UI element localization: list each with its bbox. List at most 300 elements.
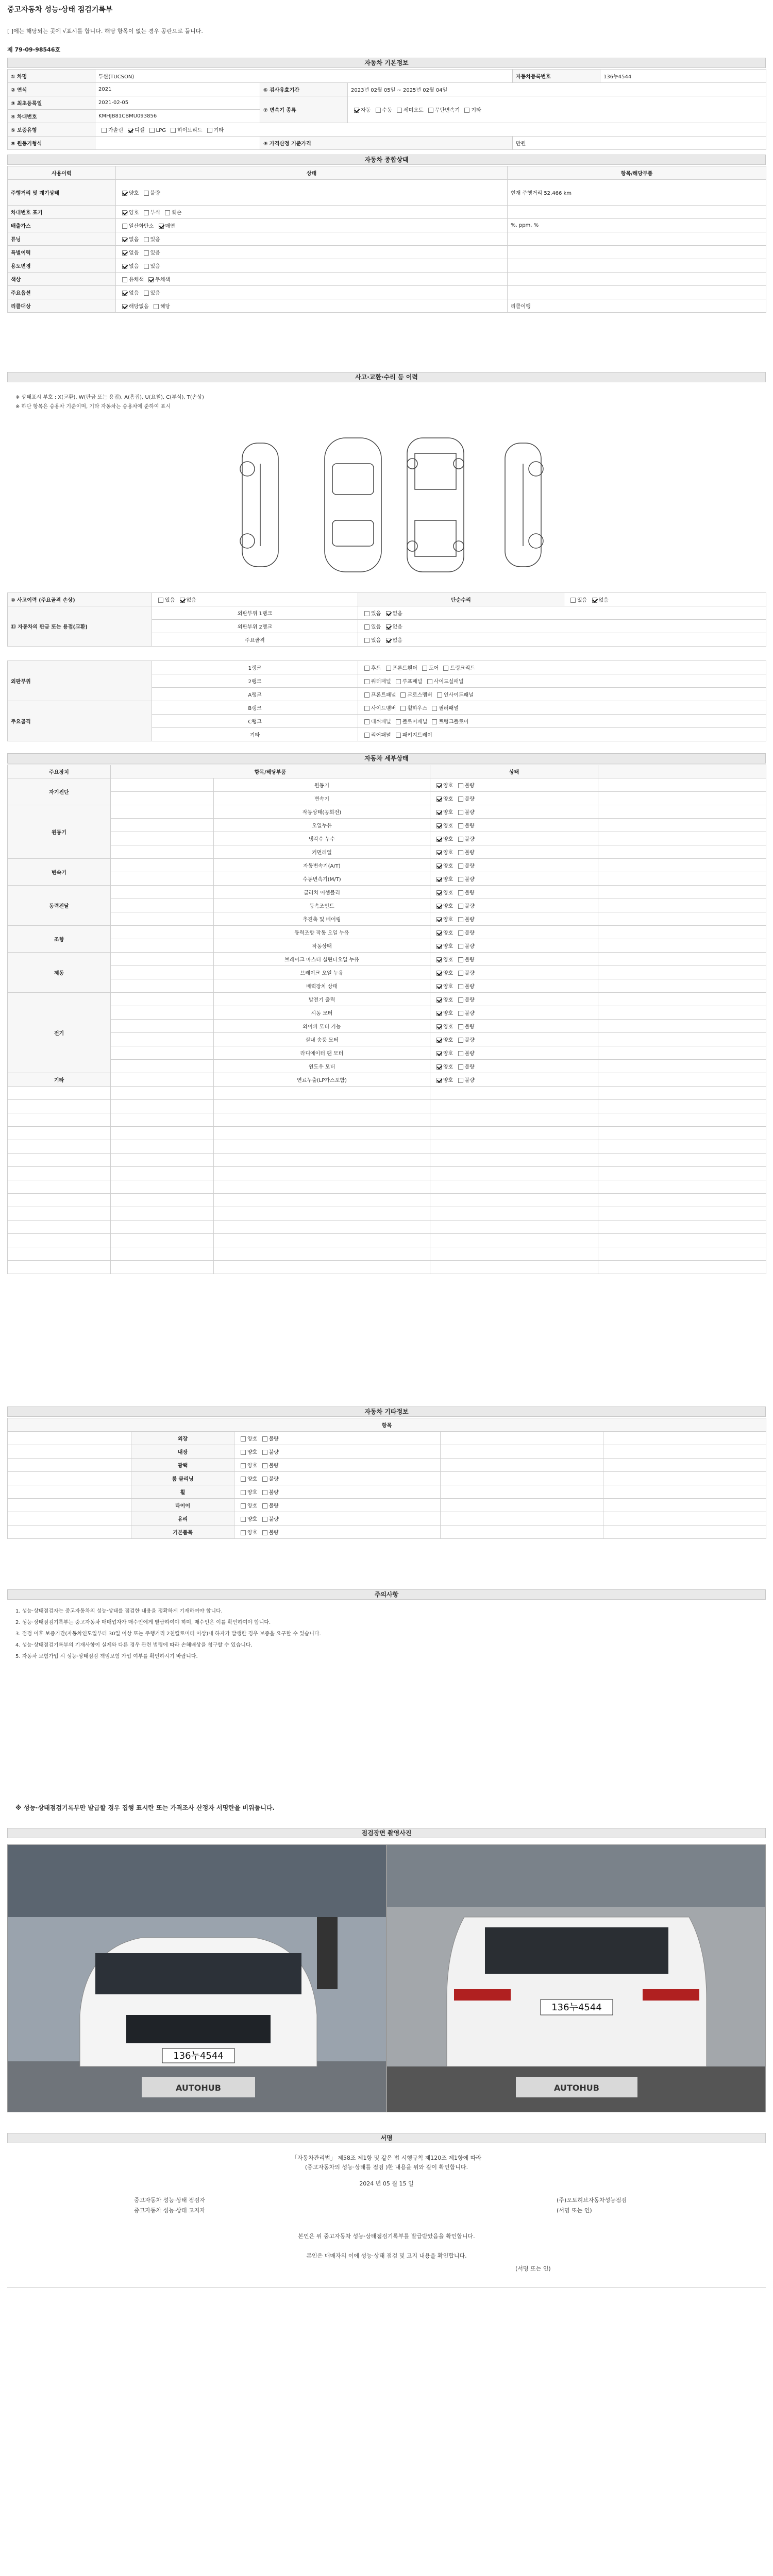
checkbox-icon (364, 679, 369, 684)
overall-row-state: 무채색 (155, 277, 171, 283)
overall-head-extra: 항목/해당부품 (508, 166, 766, 180)
checkbox-icon (122, 264, 127, 269)
overall-row-state: 양호 (129, 191, 139, 196)
detail-row: 커먼레일 양호 불량 (8, 845, 766, 859)
seller-sign: (서명 또는 인) (557, 2207, 592, 2214)
detail-item-name: 라디에이터 팬 모터 (214, 1046, 430, 1060)
document-number: 제 79-09-98546호 (7, 46, 61, 53)
detail-row (8, 1207, 766, 1221)
checkbox-icon (458, 1051, 463, 1056)
checkbox-icon (122, 250, 127, 256)
detail-state-good: 양호 (443, 930, 453, 936)
checkbox-icon (436, 917, 442, 922)
checkbox-icon (458, 823, 463, 828)
overall-state-table (7, 166, 766, 313)
checkbox-icon (458, 783, 463, 788)
checkbox-icon (262, 1436, 267, 1442)
detail-item-name: 연료누출(LP가스포함) (214, 1073, 430, 1087)
simple-repair-label: 단순수리 (358, 593, 564, 606)
checkbox-icon (428, 108, 433, 113)
section-accident-history: 사고·교환·수리 등 이력 (7, 372, 766, 382)
detail-row (8, 1140, 766, 1154)
checkbox-icon (436, 1051, 442, 1056)
car-diagram (227, 433, 557, 577)
caution-notes (15, 1607, 758, 1664)
overall-row-label: 배출가스 (8, 219, 116, 232)
first-reg-value: 2021-02-05 (95, 96, 260, 110)
checkbox-icon (458, 930, 463, 936)
checkbox-icon (122, 191, 127, 196)
checkbox-icon (443, 666, 448, 671)
checkbox-icon (241, 1503, 246, 1509)
checkbox-icon (396, 679, 401, 684)
checkbox-icon (432, 719, 437, 724)
checkbox-icon (262, 1517, 267, 1522)
checkbox-icon (436, 837, 442, 842)
motor-label: ⑧ 원동기형식 (8, 137, 95, 150)
checkbox-icon (262, 1477, 267, 1482)
other-row: 타이어 양호 불량 (8, 1499, 766, 1512)
checkbox-icon (436, 1038, 442, 1043)
accident-legend: ※ 상태표시 부호 : X(교환), W(판금 또는 용접), A(흠집), U(요철), C(부식), T(손상) (15, 395, 204, 400)
overall-row: 주행거리 및 계기상태 양호 불량 현재 주행거리 52,466 km (8, 180, 766, 206)
other-row: 외장 양호 불량 (8, 1432, 766, 1445)
detail-item-name: 배력장치 상태 (214, 979, 430, 993)
section-overall-state: 자동차 종합상태 (7, 155, 766, 165)
bottom-rule (7, 2287, 766, 2288)
other-row-label: 내장 (131, 1445, 234, 1459)
notice-text: [ ]에는 해당되는 곳에 √표시를 합니다. 해당 항목이 없는 경우 공란으로 둡니다. (7, 28, 203, 35)
checkbox-icon (436, 783, 442, 788)
checkbox-icon (122, 224, 127, 229)
other-row-label: 유리 (131, 1512, 234, 1526)
detail-row: 동력전달 클러치 어셈블리 양호 불량 (8, 886, 766, 899)
other-row-label: 룸 클리닝 (131, 1472, 234, 1485)
checkbox-icon (386, 666, 391, 671)
checkbox-icon (458, 917, 463, 922)
detail-row: 오일누유 양호 불량 (8, 819, 766, 832)
detail-row: 변속기 자동변속기(A/T) 양호 불량 (8, 859, 766, 872)
rear-photo (386, 1844, 766, 2112)
car-name-label: ① 차명 (8, 70, 95, 83)
overall-head-state: 상태 (116, 166, 508, 180)
checkbox-icon (148, 277, 154, 282)
checkbox-icon (241, 1477, 246, 1482)
checkbox-icon (436, 877, 442, 882)
overall-row-extra: 현재 주행거리 52,466 km (508, 180, 766, 206)
rear-plate-text: 136누4544 (551, 2002, 602, 2013)
detail-row: 와이퍼 모터 기능 양호 불량 (8, 1020, 766, 1033)
detail-row (8, 1167, 766, 1180)
detail-item-name: 윈도우 모터 (214, 1060, 430, 1073)
detail-item-name: 작동상태 (214, 939, 430, 953)
trans-label: ⑦ 변속기 종류 (260, 96, 348, 123)
front-plate-text: 136누4544 (173, 2050, 224, 2061)
checkbox-icon (241, 1490, 246, 1495)
checkbox-icon (458, 877, 463, 882)
detail-row: 작동상태 양호 불량 (8, 939, 766, 953)
vin-value: KMHJB81CBMU093856 (95, 110, 260, 123)
detail-group-name: 변속기 (8, 859, 111, 886)
checkbox-icon (436, 796, 442, 802)
checkbox-icon (396, 719, 401, 724)
valid-value: 2023년 02월 05일 ~ 2025년 02월 04일 (348, 83, 766, 96)
detail-row: 수동변속기(M/T) 양호 불량 (8, 872, 766, 886)
checkbox-icon (436, 1078, 442, 1083)
other-row: 내장 양호 불량 (8, 1445, 766, 1459)
detail-item-name: 추진축 및 베어링 (214, 912, 430, 926)
accident-table: ⑩ 사고이력 (주요골격 손상) 있음 없음 단순수리 있음 없음 ⑪ 자동차의 판금 또는 용접(교환) 외판부위 1랭크 있음 없음 외판부위 2랭크 있음 없음 주요골격 있음 없음 (7, 592, 766, 647)
detail-head-item: 항목/해당부품 (111, 765, 430, 778)
checkbox-icon (149, 128, 155, 133)
checkbox-icon (432, 706, 437, 711)
detail-row: 조향 동력조향 작동 오일 누유 양호 불량 (8, 926, 766, 939)
detail-item-name: 발전기 출력 (214, 993, 430, 1006)
detail-row (8, 1100, 766, 1113)
checkbox-icon (592, 598, 597, 603)
checkbox-icon (262, 1463, 267, 1468)
detail-row: 기타 연료누출(LP가스포함) 양호 불량 (8, 1073, 766, 1087)
basic-info-table (7, 69, 766, 150)
overall-row-state: 없음 (129, 250, 139, 256)
inspector-label: 중고자동차 성능·상태 점검자 (134, 2197, 206, 2204)
detail-row: 추진축 및 베어링 양호 불량 (8, 912, 766, 926)
checkbox-icon (386, 611, 391, 616)
checkbox-icon (436, 1064, 442, 1070)
section-photos: 점검장면 촬영사진 (7, 1828, 766, 1838)
detail-state-good: 양호 (443, 1078, 453, 1083)
section-caution: 주의사항 (7, 1589, 766, 1600)
other-row: 기본품목 양호 불량 (8, 1526, 766, 1539)
checkbox-icon (458, 904, 463, 909)
year-label: ② 연식 (8, 83, 95, 96)
other-row: 광택 양호 불량 (8, 1459, 766, 1472)
detail-item-name: 원동기 (214, 778, 430, 792)
sign-line2: (중고자동차의 성능·상태를 점검 )한 내용을 위와 같이 확인합니다. (305, 2164, 468, 2171)
overall-row-extra: %, ppm, % (508, 219, 766, 232)
checkbox-icon (436, 863, 442, 869)
reg-no-label: 자동차등록번호 (513, 70, 600, 83)
detail-state-good: 양호 (443, 957, 453, 963)
car-top-outline (325, 438, 381, 572)
simple-repair-value: 없음 (598, 598, 609, 603)
vin-label: ④ 차대번호 (8, 110, 95, 123)
checkbox-icon (364, 719, 369, 724)
overall-row-state: 일산화탄소 (129, 224, 154, 229)
overall-row-label: 용도변경 (8, 259, 116, 273)
detail-state-good: 양호 (443, 863, 453, 869)
section-basic-info: 자동차 기본정보 (7, 58, 766, 68)
overall-row-label: 차대번호 표기 (8, 206, 116, 219)
detail-row: 브레이크 오일 누유 양호 불량 (8, 966, 766, 979)
checkbox-icon (241, 1530, 246, 1535)
checkbox-icon (436, 890, 442, 895)
checkbox-icon (458, 997, 463, 1003)
checkbox-icon (122, 304, 127, 309)
checkbox-icon (436, 984, 442, 989)
detail-row (8, 1087, 766, 1100)
motor-value (95, 137, 260, 150)
checkbox-icon (436, 904, 442, 909)
checkbox-icon (570, 598, 576, 603)
detail-row: 냉각수 누수 양호 불량 (8, 832, 766, 845)
receiver-sign: (서명 또는 인) (515, 2265, 551, 2272)
detail-row: 원동기 작동상태(공회전) 양호 불량 (8, 805, 766, 819)
overall-row: 특별이력 없음 있음 (8, 246, 766, 259)
receiver-note-2: 본인은 매매자의 이에 성능·상태 점검 및 고지 내용을 확인합니다. (306, 2252, 467, 2259)
other-row-label: 광택 (131, 1459, 234, 1472)
checkbox-icon (159, 224, 164, 229)
detail-item-name: 커먼레일 (214, 845, 430, 859)
detail-row: 시동 모터 양호 불량 (8, 1006, 766, 1020)
checkbox-icon (376, 108, 381, 113)
checkbox-icon (207, 128, 212, 133)
checkbox-icon (158, 598, 163, 603)
year-value: 2021 (95, 83, 260, 96)
detail-row (8, 1127, 766, 1140)
other-row: 휠 양호 불량 (8, 1485, 766, 1499)
accident-history-value: 없음 (186, 598, 196, 603)
detail-item-name: 작동상태(공회전) (214, 805, 430, 819)
seller-label: 중고자동차 성능·상태 고지자 (134, 2207, 206, 2214)
checkbox-icon (144, 250, 149, 256)
checkbox-icon (364, 666, 369, 671)
checkbox-icon (458, 957, 463, 962)
checkbox-icon (436, 1011, 442, 1016)
checkbox-icon (458, 1078, 463, 1083)
overall-row-label: 튜닝 (8, 232, 116, 246)
overall-head-item: 사용이력 (8, 166, 116, 180)
detail-item-name: 브레이크 오일 누유 (214, 966, 430, 979)
checkbox-icon (122, 277, 127, 282)
other-row-label: 외장 (131, 1432, 234, 1445)
checkbox-icon (386, 624, 391, 630)
valid-label: ⑥ 검사유효기간 (260, 83, 348, 96)
detail-state-good: 양호 (443, 1011, 453, 1016)
front-banner-text: AUTOHUB (176, 2083, 221, 2093)
detail-item-name: 수동변속기(M/T) (214, 872, 430, 886)
overall-row: 튜닝 없음 있음 (8, 232, 766, 246)
detail-state-good: 양호 (443, 837, 453, 842)
checkbox-icon (458, 944, 463, 949)
detail-state-good: 양호 (443, 1038, 453, 1043)
checkbox-icon (241, 1436, 246, 1442)
checkbox-icon (396, 733, 401, 738)
detail-row: 실내 송풍 모터 양호 불량 (8, 1033, 766, 1046)
detail-item-name: 자동변속기(A/T) (214, 859, 430, 872)
checkbox-icon (464, 108, 469, 113)
detail-state-good: 양호 (443, 984, 453, 990)
checkbox-icon (154, 304, 159, 309)
overall-row: 배출가스 일산화탄소 매연 %, ppm, % (8, 219, 766, 232)
checkbox-icon (400, 706, 406, 711)
checkbox-icon (241, 1517, 246, 1522)
checkbox-icon (458, 890, 463, 895)
detail-row: 전기 발전기 출력 양호 불량 (8, 993, 766, 1006)
detail-row (8, 1180, 766, 1194)
price-value: 만원 (513, 137, 766, 150)
document-title: 중고자동차 성능·상태 점검기록부 (7, 6, 113, 14)
detail-item-name: 시동 모터 (214, 1006, 430, 1020)
detail-state-good: 양호 (443, 917, 453, 923)
other-head: 항목 (8, 1418, 766, 1432)
checkbox-icon (458, 971, 463, 976)
overall-row: 색상 유채색 무채색 (8, 273, 766, 286)
detail-row: 배력장치 상태 양호 불량 (8, 979, 766, 993)
checkbox-icon (436, 997, 442, 1003)
warranty-options: 가솔린 디젤 LPG 하이브리드 기타 (95, 123, 766, 137)
detail-state-good: 양호 (443, 1051, 453, 1057)
accident-legend-2: ※ 하단 항목은 승용차 기준이며, 기타 자동차는 승용차에 준하여 표시 (15, 404, 171, 410)
other-info-table (7, 1418, 766, 1539)
warranty-label: ⑤ 보증유형 (8, 123, 95, 137)
detail-row: 등속조인트 양호 불량 (8, 899, 766, 912)
caution-note: 2. 성능·상태점검기록부는 중고자동차 매매업자가 매수인에게 발급하여야 하며, 매수인은 이를 확인하여야 합니다. (15, 1620, 271, 1625)
checkbox-icon (436, 850, 442, 855)
detail-head-main: 주요장치 (8, 765, 111, 778)
other-row: 룸 클리닝 양호 불량 (8, 1472, 766, 1485)
overall-row-state: 없음 (129, 291, 139, 296)
overall-row-label: 색상 (8, 273, 116, 286)
detail-state-good: 양호 (443, 971, 453, 976)
detail-row: 제동 브레이크 마스터 실린더오일 누유 양호 불량 (8, 953, 766, 966)
checkbox-icon (144, 191, 149, 196)
detail-head-state: 상태 (430, 765, 598, 778)
frame-damage-table: 외판부위 1랭크 후드 프론트휀더 도어 트렁크리드 2랭크 쿼터패널 루프패널 사이드실패널 A랭크 프론트패널 크로스멤버 인사이드패널 주요골격 B랭크 사이드멤버 휠하우스 필러패널 C랭크 대쉬패널 플로어패널 트렁크플로어 기타 리어패널 패키지트레이 (7, 660, 766, 741)
detail-row (8, 1247, 766, 1261)
other-row-label: 휠 (131, 1485, 234, 1499)
detail-row (8, 1113, 766, 1127)
checkbox-icon (436, 823, 442, 828)
detail-item-name: 동력조향 작동 오일 누유 (214, 926, 430, 939)
checkbox-icon (364, 638, 369, 643)
other-row: 유리 양호 불량 (8, 1512, 766, 1526)
checkbox-icon (436, 944, 442, 949)
checkbox-icon (437, 692, 442, 698)
checkbox-icon (458, 810, 463, 815)
checkbox-icon (262, 1450, 267, 1455)
front-photo (7, 1844, 386, 2112)
detail-group-name: 원동기 (8, 805, 111, 859)
trans-options: 자동 수동 세미오토 무단변속기 기타 (348, 96, 766, 123)
section-sign: 서명 (7, 2133, 766, 2143)
checkbox-icon (458, 850, 463, 855)
section-detail-state: 자동차 세부상태 (7, 753, 766, 764)
caution-note: 1. 성능·상태점검자는 중고자동차의 성능·상태를 점검한 내용을 정확하게 기재하여야 합니다. (15, 1608, 223, 1614)
checkbox-icon (436, 1024, 442, 1029)
other-row-label: 기본품목 (131, 1526, 234, 1539)
detail-item-name: 와이퍼 모터 기능 (214, 1020, 430, 1033)
checkbox-icon (436, 810, 442, 815)
checkbox-icon (262, 1530, 267, 1535)
detail-state-good: 양호 (443, 1024, 453, 1030)
checkbox-icon (436, 971, 442, 976)
checkbox-icon (386, 638, 391, 643)
checkbox-icon (364, 733, 369, 738)
detail-item-name: 클러치 어셈블리 (214, 886, 430, 899)
sign-line1: 「자동차관리법」 제58조 제1항 및 같은 법 시행규칙 제120조 제1항에 따라 (291, 2155, 482, 2161)
overall-row-label: 특별이력 (8, 246, 116, 259)
detail-row (8, 1234, 766, 1247)
checkbox-icon (364, 611, 369, 616)
checkbox-icon (144, 210, 149, 215)
detail-row (8, 1221, 766, 1234)
checkbox-icon (241, 1463, 246, 1468)
detail-item-name: 등속조인트 (214, 899, 430, 912)
detail-row (8, 1261, 766, 1274)
detail-state-good: 양호 (443, 890, 453, 896)
car-name-value: 투싼(TUCSON) (95, 70, 513, 83)
caution-note: 4. 성능·상태점검기록부의 기재사항이 실제와 다른 경우 관련 법령에 따라 손해배상을 청구할 수 있습니다. (15, 1642, 253, 1648)
detail-state-good: 양호 (443, 783, 453, 789)
detail-row (8, 1154, 766, 1167)
checkbox-icon (144, 264, 149, 269)
other-row-label: 타이어 (131, 1499, 234, 1512)
detail-group-name: 조향 (8, 926, 111, 953)
checkbox-icon (436, 930, 442, 936)
overall-row-label: 리콜대상 (8, 299, 116, 313)
checkbox-icon (262, 1490, 267, 1495)
checkbox-icon (165, 210, 170, 215)
checkbox-icon (458, 984, 463, 989)
price-label: ⑨ 가격산정 기준가격 (260, 137, 513, 150)
overall-row-label: 주행거리 및 계기상태 (8, 180, 116, 206)
detail-item-name: 실내 송풍 모터 (214, 1033, 430, 1046)
detail-item-name: 오일누유 (214, 819, 430, 832)
sign-date: 2024 년 05 월 15 일 (359, 2180, 414, 2187)
detail-group-name: 제동 (8, 953, 111, 993)
detail-state-good: 양호 (443, 823, 453, 829)
detail-group-name: 전기 (8, 993, 111, 1073)
first-reg-label: ③ 최초등록일 (8, 96, 95, 110)
overall-row: 리콜대상 해당없음 해당 리콜이행 (8, 299, 766, 313)
checkbox-icon (364, 624, 369, 630)
caution-note: 5. 자동차 보험가입 시 성능·상태점검 책임보험 가입 여부를 확인하시기 바랍니다. (15, 1654, 198, 1659)
checkbox-icon (364, 692, 369, 698)
detail-state-good: 양호 (443, 850, 453, 856)
inspector-name: (주)오토허브자동차성능점검 (557, 2197, 627, 2204)
checkbox-icon (171, 128, 176, 133)
checkbox-icon (458, 1024, 463, 1029)
overall-row-state: 해당없음 (129, 304, 149, 310)
checkbox-icon (458, 1064, 463, 1070)
checkbox-icon (458, 796, 463, 802)
checkbox-icon (241, 1450, 246, 1455)
detail-item-name: 브레이크 마스터 실린더오일 누유 (214, 953, 430, 966)
receiver-note: 본인은 위 중고자동차 성능·상태점검기록부를 발급받았음을 확인합니다. (298, 2233, 475, 2240)
checkbox-icon (102, 128, 107, 133)
detail-state-good: 양호 (443, 810, 453, 816)
checkbox-icon (397, 108, 402, 113)
accident-history-label: ⑩ 사고이력 (주요골격 손상) (8, 593, 152, 606)
checkbox-icon (262, 1503, 267, 1509)
checkbox-icon (144, 291, 149, 296)
detail-state-good: 양호 (443, 877, 453, 883)
overall-row-state: 없음 (129, 237, 139, 243)
detail-state-good: 양호 (443, 796, 453, 802)
detail-row: 라디에이터 팬 모터 양호 불량 (8, 1046, 766, 1060)
caution-note: 3. 점검 이후 보증기간(자동차인도일부터 30일 이상 또는 주행거리 2천킬로미터 이상)내 하자가 발생한 경우 보증을 요구할 수 있습니다. (15, 1631, 321, 1637)
detail-row (8, 1194, 766, 1207)
rear-banner-text: AUTOHUB (554, 2083, 599, 2093)
overall-row: 차대번호 표기 양호 부식 훼손 (8, 206, 766, 219)
checkbox-icon (458, 1038, 463, 1043)
detail-state-table (7, 765, 766, 1274)
checkbox-icon (458, 837, 463, 842)
detail-row: 자기진단 원동기 양호 불량 (8, 778, 766, 792)
checkbox-icon (122, 210, 127, 215)
section-other-info: 자동차 기타정보 (7, 1406, 766, 1417)
